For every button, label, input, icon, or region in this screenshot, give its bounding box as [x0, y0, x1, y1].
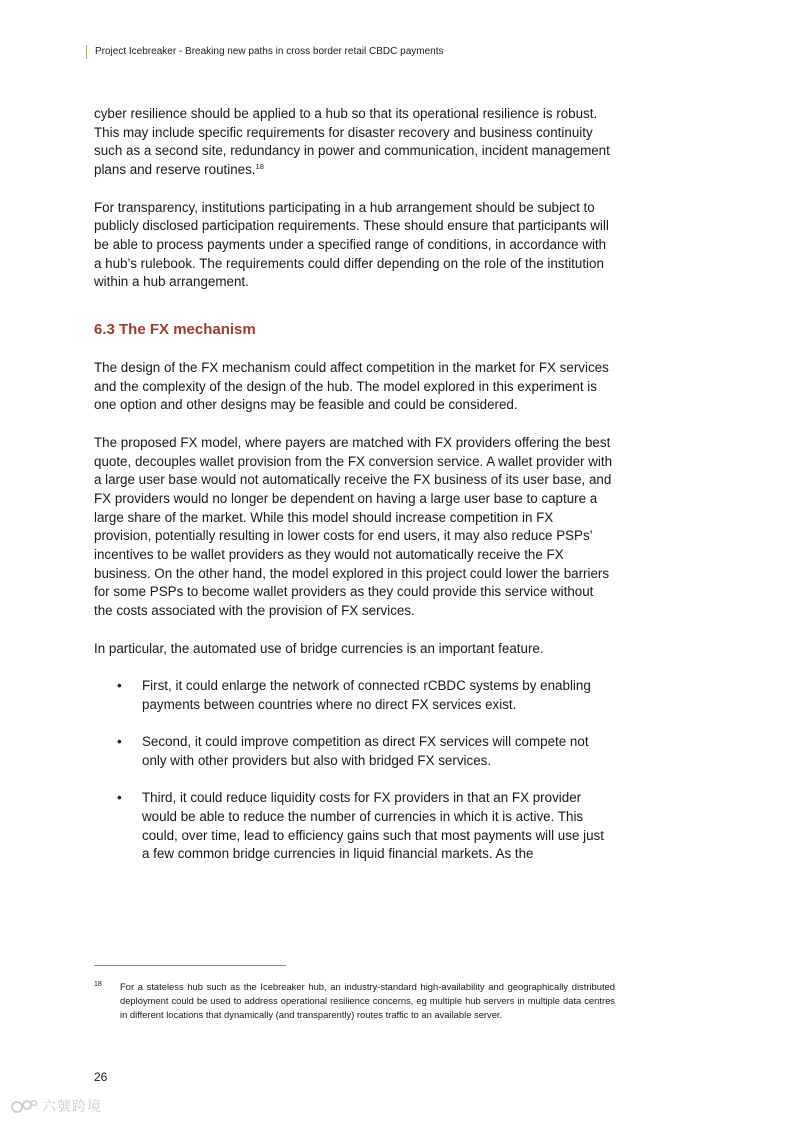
footnote-text: For a stateless hub such as the Icebreaker hub, an industry-standard high-availability and geographically distributed deployment could be used to address operational resilience concerns, eg multiple hub servers in multiple data centres in different locations that dynamically (and transparently) routes traffic to an available server.: [120, 981, 615, 1021]
paragraph-cyber-resilience: [94, 105, 614, 180]
watermark-text: 六號跨境: [42, 1098, 102, 1114]
footnote-number: 18: [94, 981, 102, 988]
section-heading: 6.3 The FX mechanism: [94, 321, 256, 339]
paragraph-bridge-currencies: In particular, the automated use of bridge currencies is an important feature.: [94, 640, 544, 656]
bullet-icon: •: [117, 790, 122, 806]
bullet-list: [94, 677, 614, 864]
list-item-text: Second, it could improve competition as direct FX services will compete not only with other providers but also with bridged FX services.: [142, 734, 589, 768]
footnote-divider: [94, 965, 286, 966]
running-header-title: Project Icebreaker - Breaking new paths in cross border retail CBDC payments: [95, 46, 444, 57]
footnote: [94, 980, 615, 1023]
list-item-text: First, it could enlarge the network of connected rCBDC systems by enabling payments between countries where no direct FX services exist.: [142, 677, 591, 712]
list-item: [94, 789, 614, 864]
logo-loop-icon: [8, 1098, 38, 1114]
bullet-icon: •: [117, 677, 122, 693]
list-item: [94, 677, 614, 714]
paragraph-fx-design: The design of the FX mechanism could affect competition in the market for FX services and the complexity of the design of the hub. The model explored in this experiment is one option and other designs may be feasible and could be considered.: [94, 360, 609, 413]
paragraph-text: cyber resilience should be applied to a hub so that its operational resilience is robust. This may include specific requirements for disaster recovery and business continuity such as a second site, redundancy in power and communication, incident management plans and reserve routines.: [94, 106, 610, 178]
running-header: [86, 45, 443, 59]
paragraph-transparency: For transparency, institutions participating in a hub arrangement should be subject to publicly disclosed participation requirements. These should ensure that participants will be able to process payments under a specified range of conditions, in accordance with a hub’s rulebook. The requirements could differ depending on the role of the institution within a hub arrangement.: [94, 199, 609, 290]
list-item: [94, 733, 614, 770]
main-content: [94, 105, 614, 883]
watermark: [8, 1096, 102, 1116]
paragraph-fx-model: The proposed FX model, where payers are matched with FX providers offering the best quote, decouples wallet provision from the FX conversion service. A wallet provider with a large user base would not automatically receive the FX business of its user base, and FX providers would no longer be dependent on having a large user base to capture a large share of the market. While this model should increase competition in FX provision, potentially resulting in lower costs for end users, it may also reduce PSPs’ incentives to be wallet providers as they would not automatically receive the FX business. On the other hand, the model explored in this project could lower the barriers for some PSPs to become wallet providers as they could provide this service without the costs associated with the provision of FX services.: [94, 434, 613, 619]
bullet-icon: •: [117, 734, 122, 750]
footnote-ref[interactable]: 18: [255, 162, 264, 172]
list-item-text: Third, it could reduce liquidity costs for FX providers in that an FX provider would be able to reduce the number of currencies in which it is active. This could, over time, lead to efficiency gains such that most payments will use just a few common bridge currencies in liquid financial markets. As the: [142, 790, 604, 862]
page-number: 26: [94, 1070, 108, 1084]
